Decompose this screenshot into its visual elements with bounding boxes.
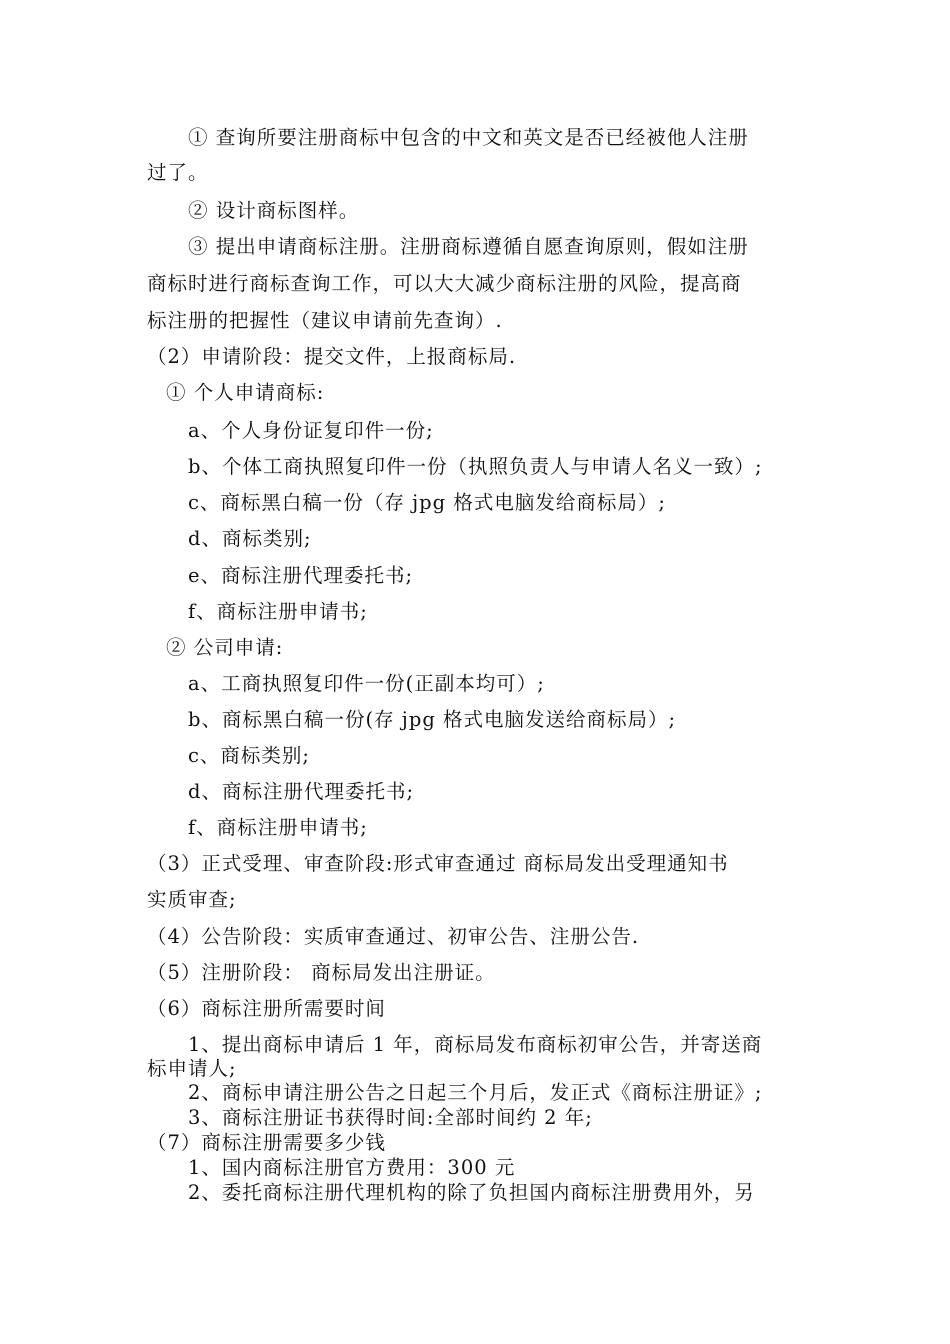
- section-heading: （5）注册阶段： 商标局发出注册证。: [147, 961, 496, 984]
- list-item: a、个人身份证复印件一份;: [188, 419, 434, 442]
- paragraph-line: 2、委托商标注册代理机构的除了负担国内商标注册费用外，另: [188, 1181, 755, 1204]
- paragraph-line: 过了。: [147, 161, 209, 184]
- list-item: c、商标黑白稿一份（存 jpg 格式电脑发给商标局）;: [188, 491, 666, 514]
- section-heading: （2）申请阶段：提交文件，上报商标局.: [147, 345, 517, 368]
- section-heading: （4）公告阶段：实质审查通过、初审公告、注册公告.: [147, 925, 640, 948]
- paragraph-line: ③ 提出申请商标注册。注册商标遵循自愿查询原则，假如注册: [188, 235, 749, 258]
- section-heading: （3）正式受理、审查阶段:形式审查通过 商标局发出受理通知书: [147, 852, 729, 875]
- list-item: f、商标注册申请书;: [188, 816, 368, 839]
- paragraph-line: 实质审查;: [147, 888, 237, 911]
- subsection-heading: ① 个人申请商标:: [166, 381, 325, 404]
- section-heading: （7）商标注册需要多少钱: [147, 1131, 386, 1154]
- list-item: a、工商执照复印件一份(正副本均可）;: [188, 672, 545, 695]
- paragraph-line: 1、提出商标申请后 1 年，商标局发布商标初审公告，并寄送商: [188, 1033, 763, 1056]
- section-heading: （6）商标注册所需要时间: [147, 997, 386, 1020]
- list-item: c、商标类别;: [188, 744, 310, 767]
- list-item: e、商标注册代理委托书;: [188, 564, 414, 587]
- subsection-heading: ② 公司申请:: [166, 636, 284, 659]
- list-item: d、商标类别;: [188, 527, 312, 550]
- list-item: b、个体工商执照复印件一份（执照负责人与申请人名义一致）;: [188, 455, 763, 478]
- list-item: d、商标注册代理委托书;: [188, 780, 415, 803]
- paragraph-line: 商标时进行商标查询工作，可以大大减少商标注册的风险，提高商: [147, 272, 742, 295]
- paragraph-line: 3、商标注册证书获得时间:全部时间约 2 年;: [188, 1106, 593, 1129]
- paragraph-line: 标注册的把握性（建议申请前先查询）.: [147, 309, 503, 332]
- paragraph-line: 1、国内商标注册官方费用：300 元: [188, 1156, 516, 1179]
- paragraph-line: 2、商标申请注册公告之日起三个月后，发正式《商标注册证》;: [188, 1081, 763, 1104]
- paragraph-line: ② 设计商标图样。: [188, 199, 360, 222]
- paragraph-line: ① 查询所要注册商标中包含的中文和英文是否已经被他人注册: [188, 126, 749, 149]
- list-item: f、商标注册申请书;: [188, 600, 368, 623]
- list-item: b、商标黑白稿一份(存 jpg 格式电脑发送给商标局）;: [188, 708, 677, 731]
- paragraph-line: 标申请人;: [147, 1057, 237, 1080]
